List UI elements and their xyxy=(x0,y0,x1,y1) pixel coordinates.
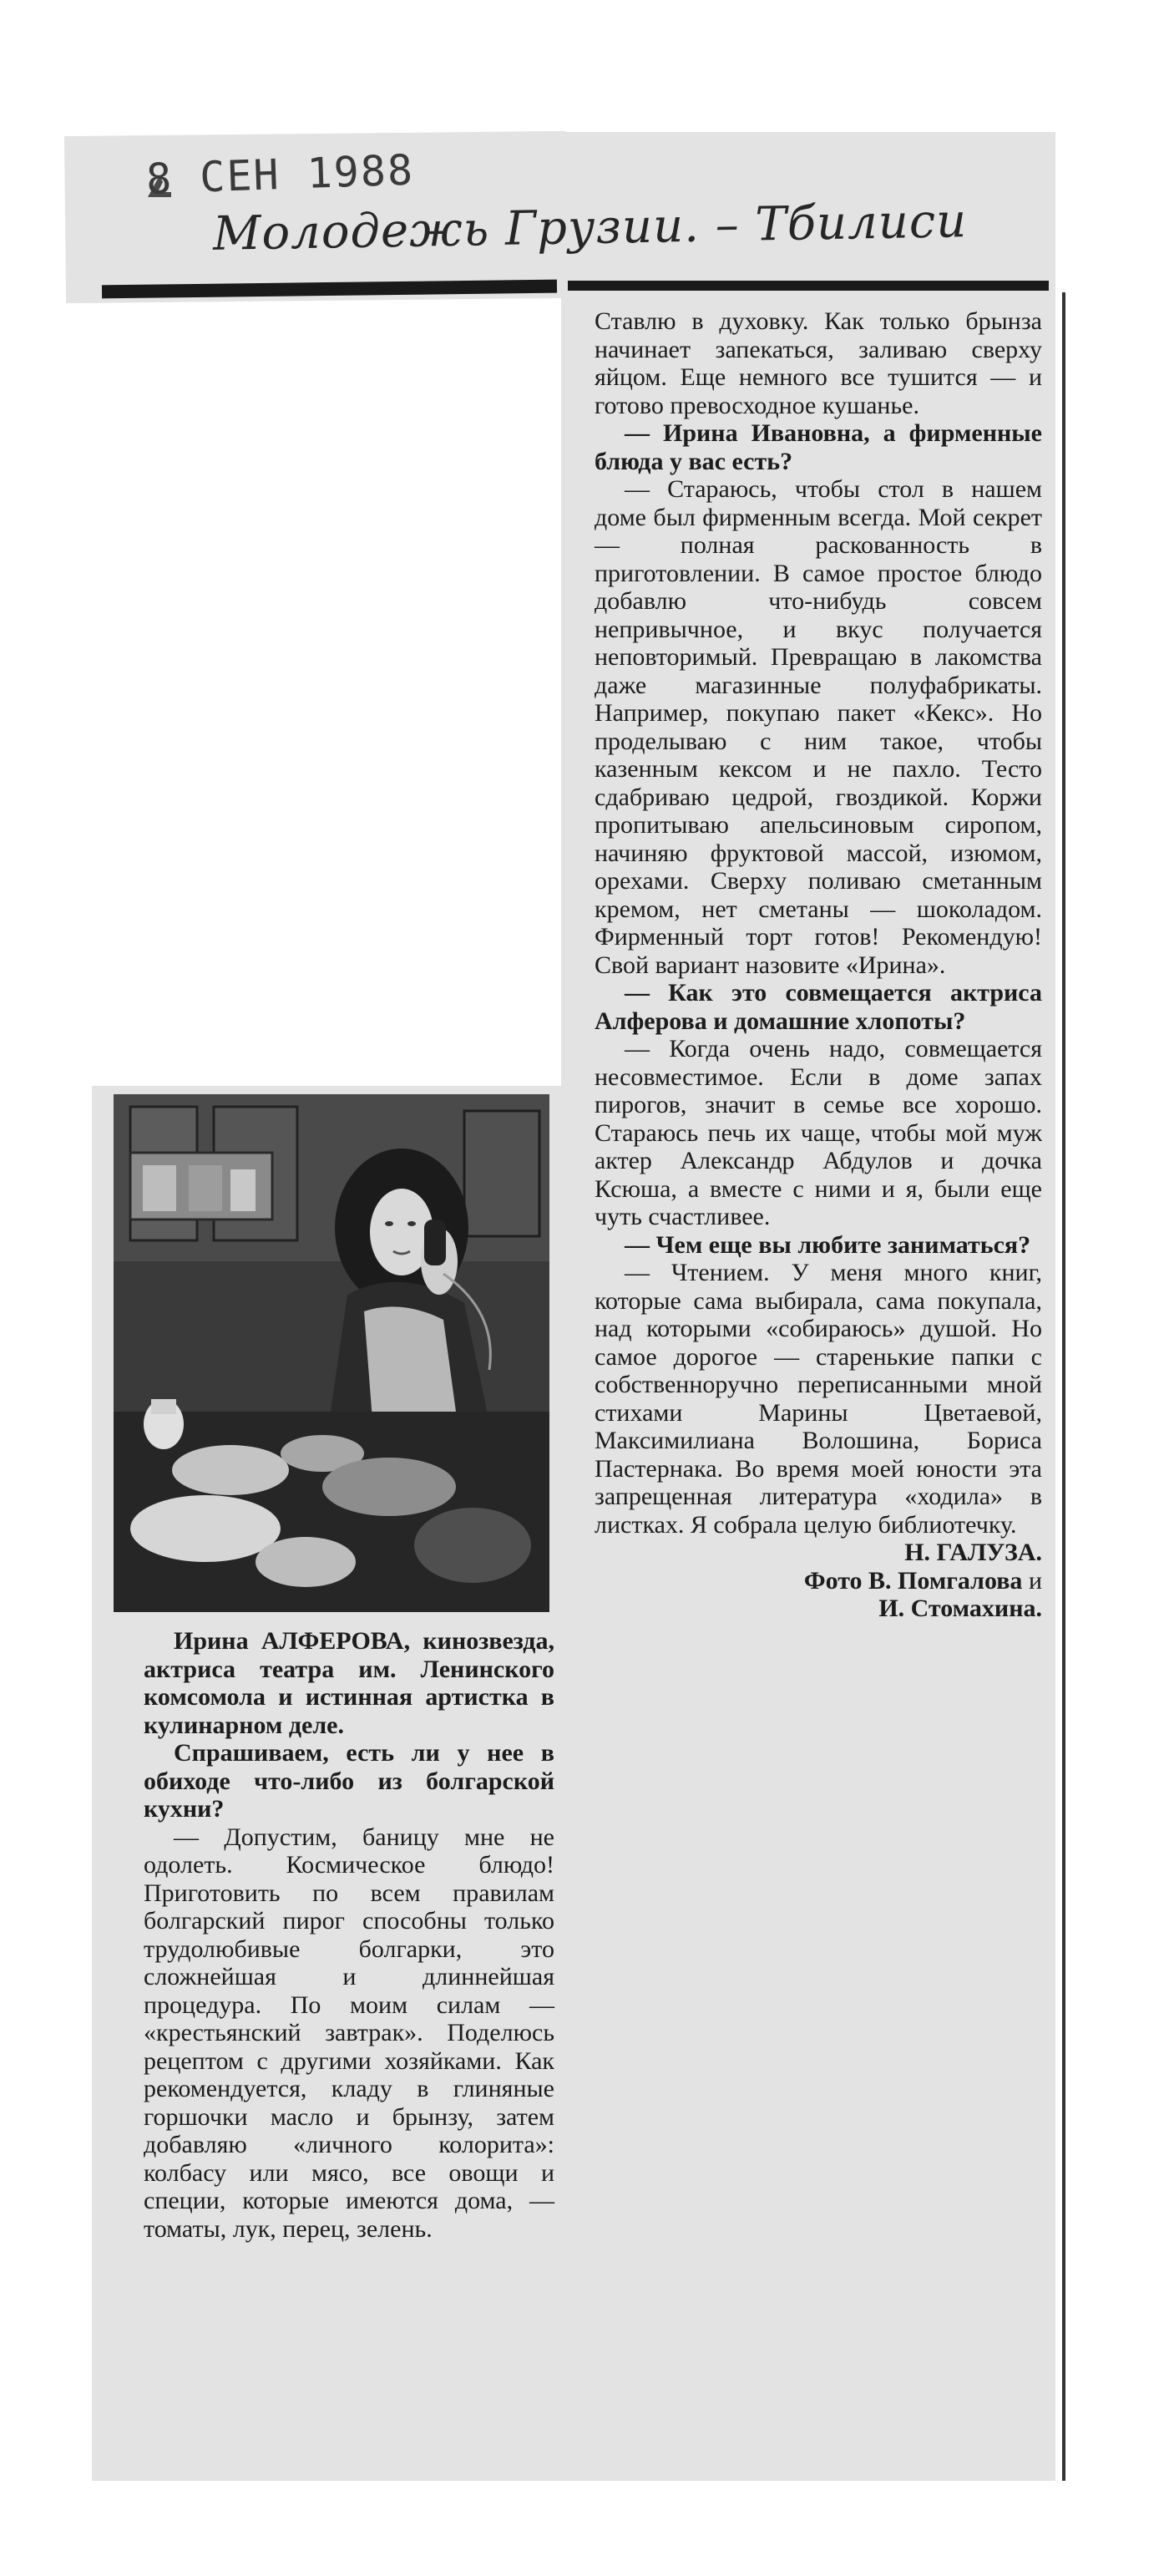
photo-credit-label: Фото xyxy=(803,1566,863,1595)
photo-caption: Ирина АЛФЕРОВА, кинозвезда, актриса театра им. Ленинского комсомола и истинная артистка в кулинарном деле. xyxy=(144,1627,554,1739)
date-stamp: 8 СЕН 1988 xyxy=(145,145,415,204)
answer-1: — Допустим, баницу мне не одолеть. Космическое блюдо! Приготовить по всем правилам болгарский пирог способны только трудолюбивые болгарки, это сложнейшая и длиннейшая процедура. По моим силам — «крестьянский завтрак». Поделюсь рецептом с другими хозяйками. Как рекомендуется, кладу в глиняные горшочки масло и брынзу, затем добавляю «личного колорита»: колбасу или мясо, все овощи и специи, которые имеются дома, — томаты, лук, перец, зелень. xyxy=(144,1823,554,2243)
answer-2: — Стараюсь, чтобы стол в нашем доме был фирменным всегда. Мой секрет — полная раскованность в приготовлении. В самое простое блюдо добавлю что-нибудь совсем непривычное, и вкус получается неповторимый. Превращаю в лакомства даже магазинные полуфабрикаты. Например, покупаю пакет «Кекс». Но проделываю с ним такое, чтобы казенным кексом и не пахло. Тесто сдабриваю цедрой, гвоздикой. Коржи пропитываю апельсиновым сиропом, начиняю фруктовой массой, изюмом, орехами. Сверху поливаю сметанным кремом, нет сметаны — шоколадом. Фирменный торт готов! Рекомендую! Свой вариант назовите «Ирина». xyxy=(595,475,1042,979)
photo-credit xyxy=(595,1567,1042,1623)
answer-1-continued: Ставлю в духовку. Как только брынза начинает запекаться, заливаю сверху яйцом. Еще немного все тушится — и готово превосходное кушанье. xyxy=(595,307,1042,419)
question-1: Спрашиваем, есть ли у нее в обиходе что-либо из болгарской кухни? xyxy=(144,1739,554,1823)
photo-credit-name-1: В. Помгалова xyxy=(868,1566,1023,1595)
question-4: — Чем еще вы любите заниматься? xyxy=(625,1230,1031,1259)
left-column-text xyxy=(144,1627,554,2243)
question-2: — Ирина Ивановна, а фирменные блюда у вас есть? xyxy=(595,419,1042,475)
column-edge-rule xyxy=(1062,292,1065,2481)
author-signature: Н. ГАЛУЗА. xyxy=(904,1539,1042,1566)
answer-4: — Чтением. У меня много книг, которые сама выбирала, сама покупала, над которыми «собираюсь» душой. Но самое дорогое — старенькие папки с собственноручно переписанными мной стихами Марины Цветаевой, Максимилиана Волошина, Бориса Пастернака. Во время моей юности эта запрещенная литература «ходила» в листках. Я собрала целую библиотечку. xyxy=(595,1259,1042,1539)
header-rule-right xyxy=(568,281,1049,291)
handwritten-source-note: Молодежь Грузии. – Тбилиси xyxy=(212,194,968,261)
woman-on-telephone-photo xyxy=(114,1094,549,1612)
right-column-text xyxy=(595,307,1042,1623)
photo-credit-name-2: И. Стомахина. xyxy=(878,1595,1042,1622)
answer-3: — Когда очень надо, совмещается несовместимое. Если в доме запах пирогов, значит в семье все хорошо. Стараюсь печь их чаще, чтобы мой муж актер Александр Абдулов и дочка Ксюша, а вместе с ними и я, были еще чуть счастливее. xyxy=(595,1035,1042,1230)
question-3: — Как это совмещается актриса Алферова и домашние хлопоты? xyxy=(595,979,1042,1035)
photo-credit-and: и xyxy=(1028,1566,1042,1595)
